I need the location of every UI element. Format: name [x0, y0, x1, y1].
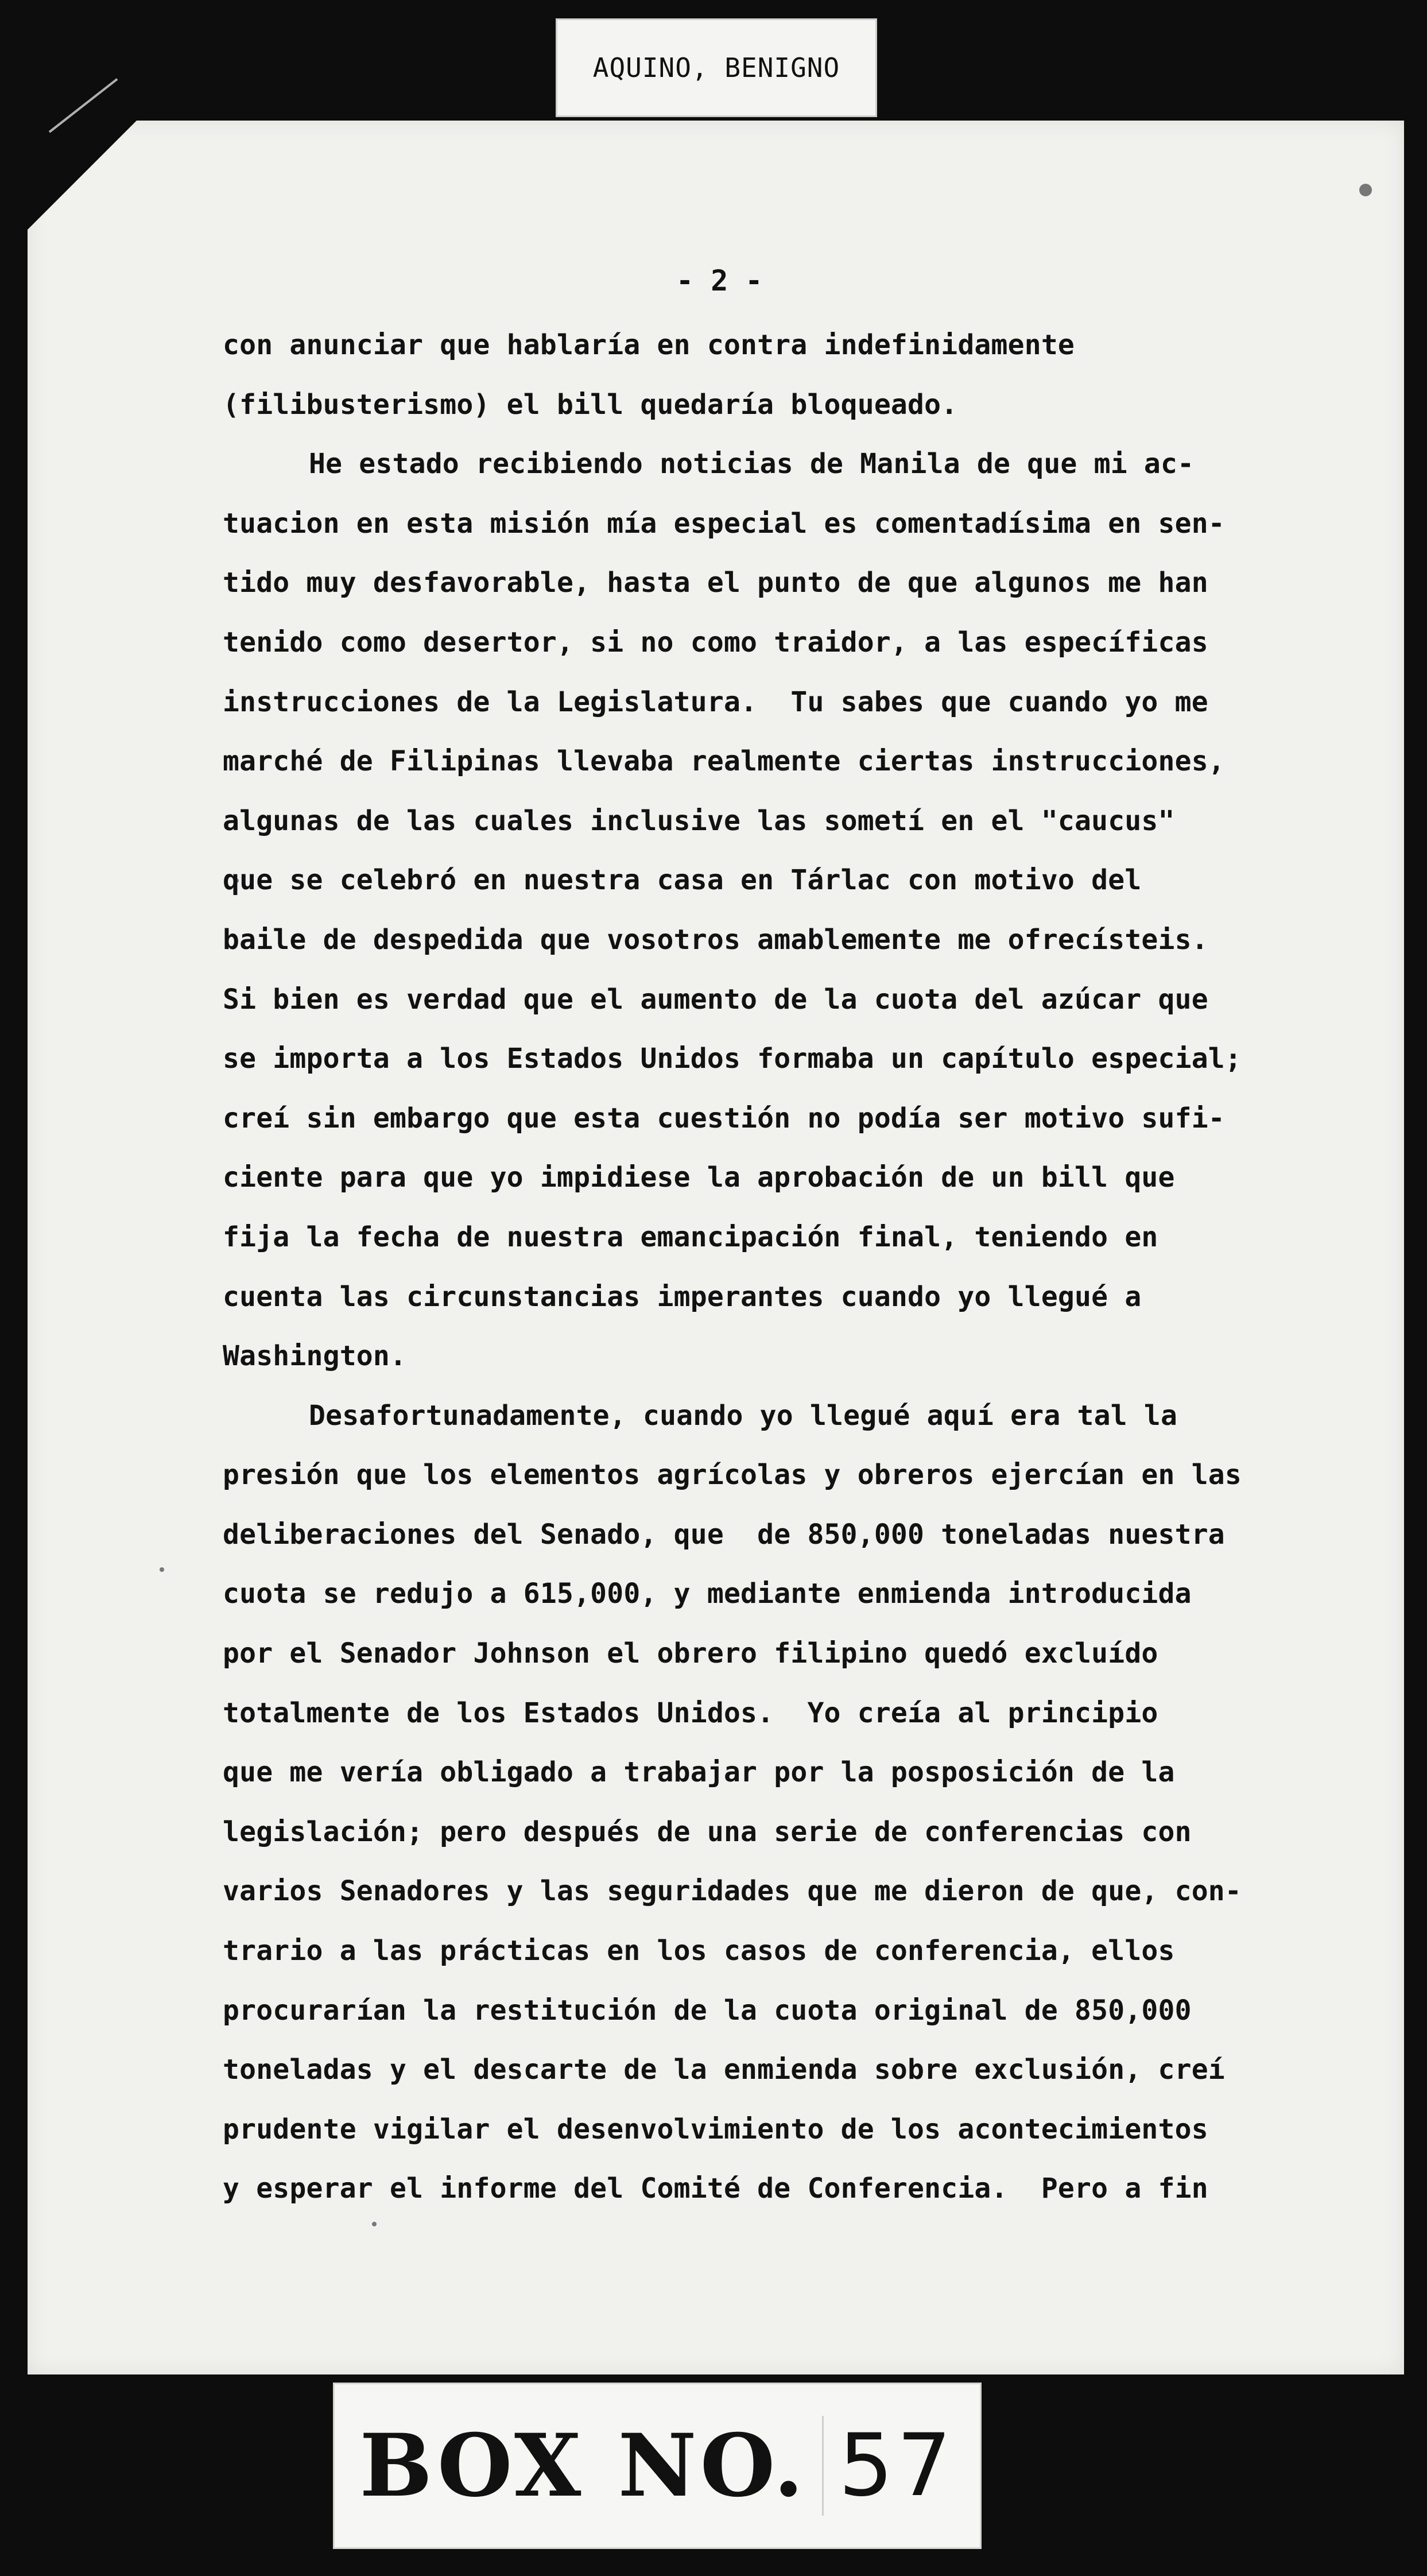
text-line: legislación; pero después de una serie de conferencias con: [223, 1815, 1192, 1848]
text-line: procurarían la restitución de la cuota original de 850,000: [223, 1994, 1192, 2027]
page-corner-fold: [28, 121, 137, 230]
text-line: prudente vigilar el desenvolvimiento de los acontecimientos: [223, 2113, 1208, 2145]
paper-speck: [160, 1567, 164, 1572]
document-page: [28, 121, 1404, 2374]
text-line: toneladas y el descarte de la enmienda sobre exclusión, creí: [223, 2054, 1225, 2086]
text-line: marché de Filipinas llevaba realmente ciertas instrucciones,: [223, 745, 1225, 778]
text-line: varios Senadores y las seguridades que me dieron de que, con-: [223, 1875, 1242, 1908]
box-number-label: [333, 2383, 982, 2549]
text-line: He estado recibiendo noticias de Manila de que mi ac-: [309, 448, 1195, 481]
text-line: con anunciar que hablaría en contra indefinidamente: [223, 329, 1075, 361]
paper-speck: [372, 2222, 377, 2226]
box-label-number: 57: [822, 2416, 955, 2516]
text-line: tenido como desertor, si no como traidor, a las específicas: [223, 626, 1208, 658]
text-line: tuacion en esta misión mía especial es comentadísima en sen-: [223, 507, 1225, 540]
page-number: - 2 -: [676, 264, 763, 297]
box-label-prefix: BOX NO.: [359, 2415, 807, 2516]
letter-body: [223, 316, 1348, 2219]
text-line: cuenta las circunstancias imperantes cuando yo llegué a: [223, 1280, 1142, 1313]
text-line: algunas de las cuales inclusive las sometí en el "caucus": [223, 804, 1175, 837]
text-line: deliberaciones del Senado, que de 850,000 toneladas nuestra: [223, 1518, 1225, 1551]
text-line: que se celebró en nuestra casa en Tárlac con motivo del: [223, 864, 1142, 897]
paper-speck: [1359, 184, 1372, 196]
text-line: (filibusterismo) el bill quedaría bloqueado.: [223, 388, 958, 421]
text-line: instrucciones de la Legislatura. Tu sabes que cuando yo me: [223, 685, 1208, 718]
text-line: y esperar el informe del Comité de Conferencia. Pero a fin: [223, 2172, 1208, 2205]
text-line: ciente para que yo impidiese la aprobación de un bill que: [223, 1161, 1175, 1194]
text-line: que me vería obligado a trabajar por la posposición de la: [223, 1756, 1175, 1789]
text-line: totalmente de los Estados Unidos. Yo creía al principio: [223, 1696, 1158, 1729]
text-line: presión que los elementos agrícolas y obreros ejercían en las: [223, 1459, 1242, 1492]
text-line: tido muy desfavorable, hasta el punto de que algunos me han: [223, 567, 1208, 599]
text-line: fija la fecha de nuestra emancipación final, teniendo en: [223, 1221, 1158, 1253]
text-line: cuota se redujo a 615,000, y mediante enmienda introducida: [223, 1578, 1192, 1610]
text-line: baile de despedida que vosotros amablemente me ofrecísteis.: [223, 923, 1208, 956]
text-line: trario a las prácticas en los casos de conferencia, ellos: [223, 1935, 1175, 1967]
text-line: por el Senador Johnson el obrero filipino quedó excluído: [223, 1637, 1158, 1670]
text-line: Si bien es verdad que el aumento de la cuota del azúcar que: [223, 983, 1208, 1016]
text-line: se importa a los Estados Unidos formaba un capítulo especial;: [223, 1043, 1242, 1075]
text-line: Desafortunadamente, cuando yo llegué aquí era tal la: [309, 1399, 1178, 1432]
text-line: Washington.: [223, 1340, 407, 1373]
text-line: creí sin embargo que esta cuestión no podía ser motivo sufi-: [223, 1102, 1225, 1134]
folder-name-label: AQUINO, BENIGNO: [556, 18, 877, 117]
